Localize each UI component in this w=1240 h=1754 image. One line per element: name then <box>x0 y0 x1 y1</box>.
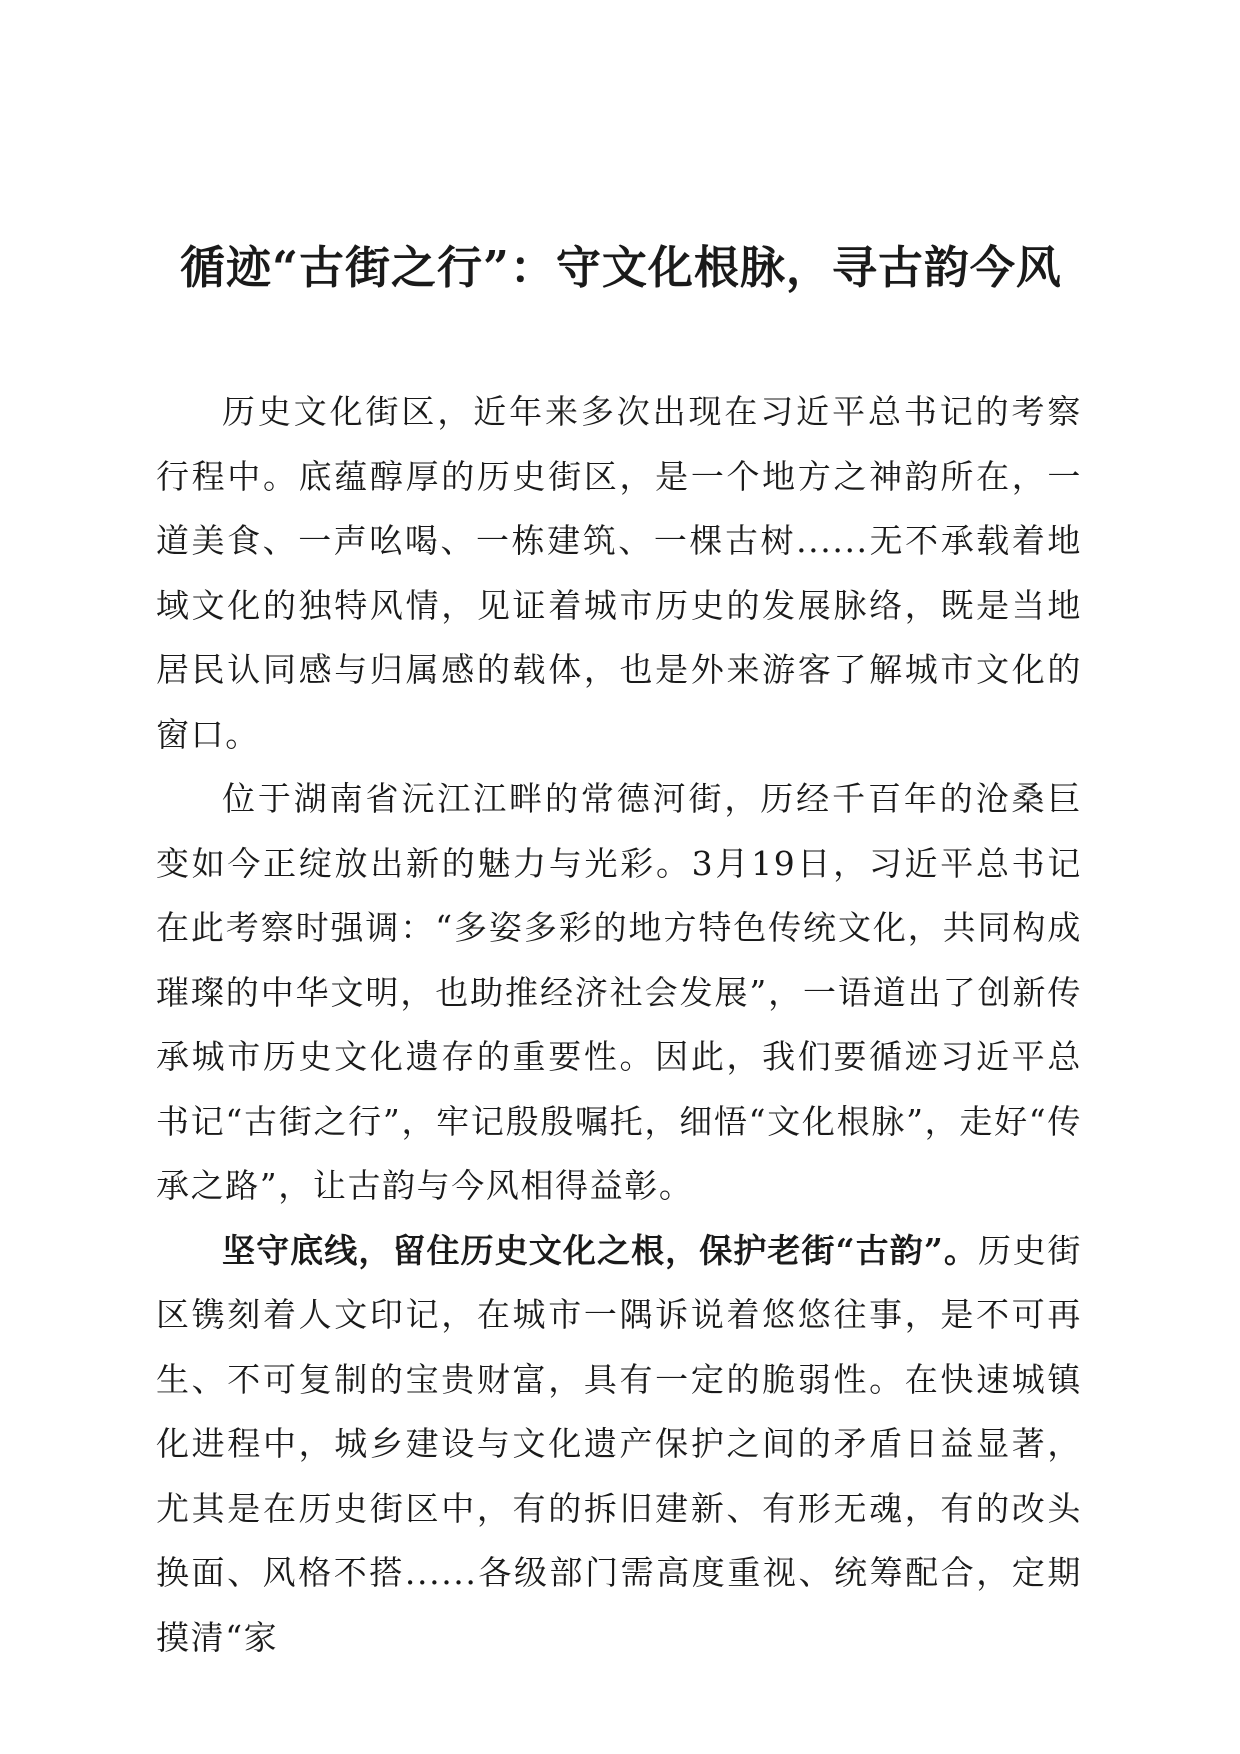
paragraph-2-text: 位于湖南省沅江江畔的常德河街，历经千百年的沧桑巨变如今正绽放出新的魅力与光彩。3月19日，习近平总书记在此考察时强调：“多姿多彩的地方特色传统文化，共同构成璀璨的中华文明，也助推经济社会发展”，一语道出了创新传承城市历史文化遗存的重要性。因此，我们要循迹习近平总书记“古街之行”，牢记殷殷嘱托，细悟“文化根脉”，走好“传承之路”，让古韵与今风相得益彰。 <box>156 779 1082 1205</box>
paragraph-3-text: 历史街区镌刻着人文印记，在城市一隅诉说着悠悠往事，是不可再生、不可复制的宝贵财富，具有一定的脆弱性。在快速城镇化进程中，城乡建设与文化遗产保护之间的矛盾日益显著，尤其是在历史街区中，有的拆旧建新、有形无魂，有的改头换面、风格不搭......各级部门需高度重视、统筹配合，定期摸清“家 <box>156 1230 1082 1657</box>
paragraph-1 <box>156 380 1082 767</box>
document-body <box>156 380 1082 1670</box>
paragraph-1-text: 历史文化街区，近年来多次出现在习近平总书记的考察行程中。底蕴醇厚的历史街区，是一个地方之神韵所在，一道美食、一声吆喝、一栋建筑、一棵古树......无不承载着地域文化的独特风情，见证着城市历史的发展脉络，既是当地居民认同感与归属感的载体，也是外来游客了解城市文化的窗口。 <box>156 392 1082 754</box>
document-title: 循迹“古街之行”：守文化根脉，寻古韵今风 <box>180 241 1062 294</box>
paragraph-2 <box>156 767 1082 1219</box>
paragraph-3-lead: 坚守底线，留住历史文化之根，保护老街“古韵”。 <box>222 1230 979 1270</box>
paragraph-3 <box>156 1219 1082 1671</box>
